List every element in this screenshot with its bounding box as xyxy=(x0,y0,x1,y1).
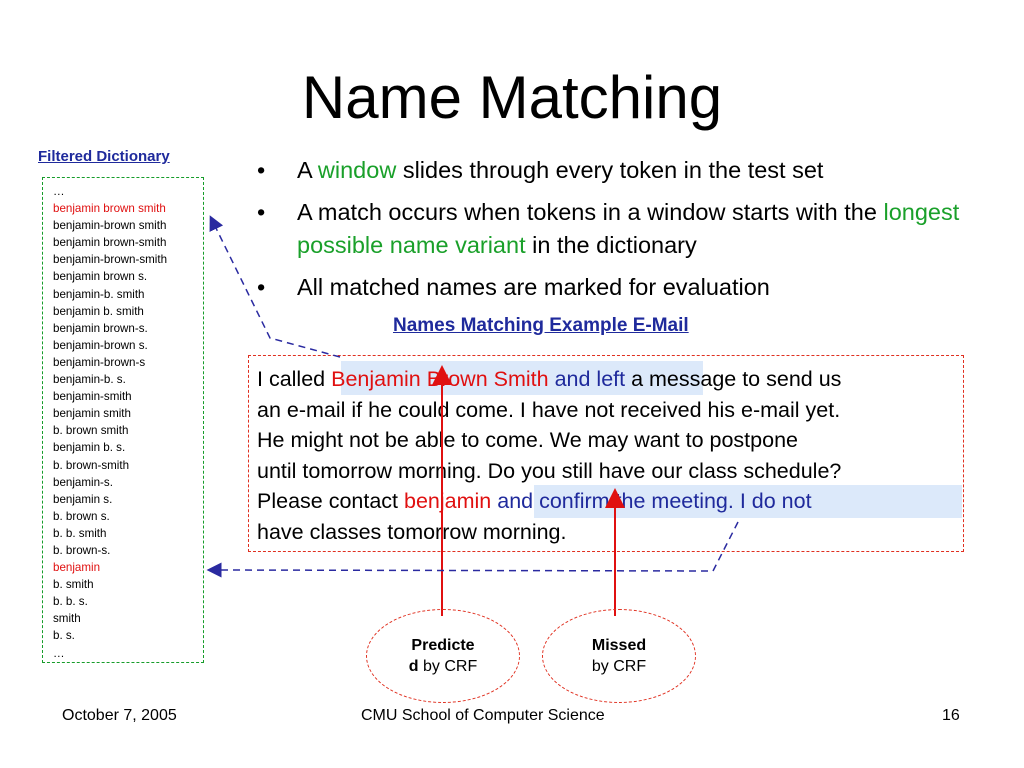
dictionary-item: b. brown-s. xyxy=(53,543,111,557)
bullet-emphasis: longest possible name variant xyxy=(297,199,960,258)
bullet-item xyxy=(256,154,986,187)
dictionary-item: b. brown-smith xyxy=(53,458,130,472)
missed-ellipse xyxy=(542,609,696,703)
predicted-text: by CRF xyxy=(418,658,478,675)
footer-org: CMU School of Computer Science xyxy=(361,707,605,724)
email-text: and left xyxy=(548,367,626,391)
matched-name: benjamin xyxy=(404,489,492,513)
predicted-bold: d xyxy=(408,658,419,675)
dictionary-item: benjamin-b. smith xyxy=(53,287,145,301)
dictionary-item: benjamin-brown smith xyxy=(53,219,167,233)
dictionary-item: benjamin-s. xyxy=(53,475,113,489)
dictionary-item: smith xyxy=(53,612,81,626)
bullet-list xyxy=(256,154,986,313)
email-line xyxy=(257,486,812,517)
dictionary-item: b. b. smith xyxy=(53,526,107,540)
email-line: have classes tomorrow morning. xyxy=(257,520,567,544)
dictionary-item: benjamin xyxy=(53,561,101,575)
missed-line1 xyxy=(592,635,646,656)
dictionary-item: benjamin brown-smith xyxy=(53,236,167,250)
dictionary-item: benjamin brown smith xyxy=(53,202,166,216)
dictionary-item: b. brown s. xyxy=(53,509,110,523)
predicted-line2 xyxy=(409,656,477,677)
dictionary-item: … xyxy=(53,646,65,660)
bullet-item xyxy=(256,196,986,262)
bullet-emphasis: window xyxy=(317,157,397,183)
predicted-bold: Predicte xyxy=(411,637,475,654)
dictionary-item: benjamin-brown-s xyxy=(53,355,146,369)
email-text: and confirm the meeting. I do not xyxy=(491,489,812,513)
dictionary-item: benjamin-brown-smith xyxy=(53,253,168,267)
bullet-text: A match occurs when tokens in a window starts with the xyxy=(297,199,884,225)
email-text: a message to send us xyxy=(625,367,842,391)
dictionary-box xyxy=(42,177,204,663)
dictionary-item: b. brown smith xyxy=(53,424,129,438)
dictionary-item: b. smith xyxy=(53,578,94,592)
email-text: I called xyxy=(257,367,332,391)
dictionary-item: benjamin b. smith xyxy=(53,304,144,318)
dictionary-item: benjamin-brown s. xyxy=(53,338,148,352)
email-text: Please contact xyxy=(257,489,405,513)
dictionary-item: benjamin smith xyxy=(53,407,131,421)
dictionary-item: benjamin-b. s. xyxy=(53,373,126,387)
bullet-text: All matched names are marked for evaluation xyxy=(297,274,770,300)
email-line xyxy=(257,364,841,395)
bullet-text: slides through every token in the test set xyxy=(396,157,824,183)
dictionary-item: benjamin brown s. xyxy=(53,270,148,284)
missed-line2: by CRF xyxy=(591,658,647,675)
example-title: Names Matching Example E-Mail xyxy=(393,315,689,336)
footer-page-number: 16 xyxy=(942,707,960,724)
dictionary-item: b. s. xyxy=(53,629,75,643)
footer-date: October 7, 2005 xyxy=(62,707,177,724)
bullet-text: A xyxy=(297,157,318,183)
predicted-line1 xyxy=(411,635,474,656)
missed-bold: Missed xyxy=(591,637,647,654)
dictionary-item: benjamin brown-s. xyxy=(53,321,148,335)
bullet-text: in the dictionary xyxy=(525,232,697,258)
email-line: until tomorrow morning. Do you still have our class schedule? xyxy=(257,459,842,483)
dictionary-item: … xyxy=(53,185,65,198)
predicted-ellipse xyxy=(366,609,520,703)
matched-name: Benjamin Brown Smith xyxy=(331,367,549,391)
email-line: an e-mail if he could come. I have not received his e-mail yet. xyxy=(257,398,841,422)
bullet-item xyxy=(256,271,986,304)
dictionary-label: Filtered Dictionary xyxy=(38,148,170,165)
dictionary-item: b. b. s. xyxy=(53,595,88,609)
dictionary-item: benjamin b. s. xyxy=(53,441,126,455)
dictionary-item: benjamin-smith xyxy=(53,390,132,404)
slide-title: Name Matching xyxy=(301,64,723,131)
dictionary-item: benjamin s. xyxy=(53,492,113,506)
email-line: He might not be able to come. We may want to postpone xyxy=(257,428,798,452)
